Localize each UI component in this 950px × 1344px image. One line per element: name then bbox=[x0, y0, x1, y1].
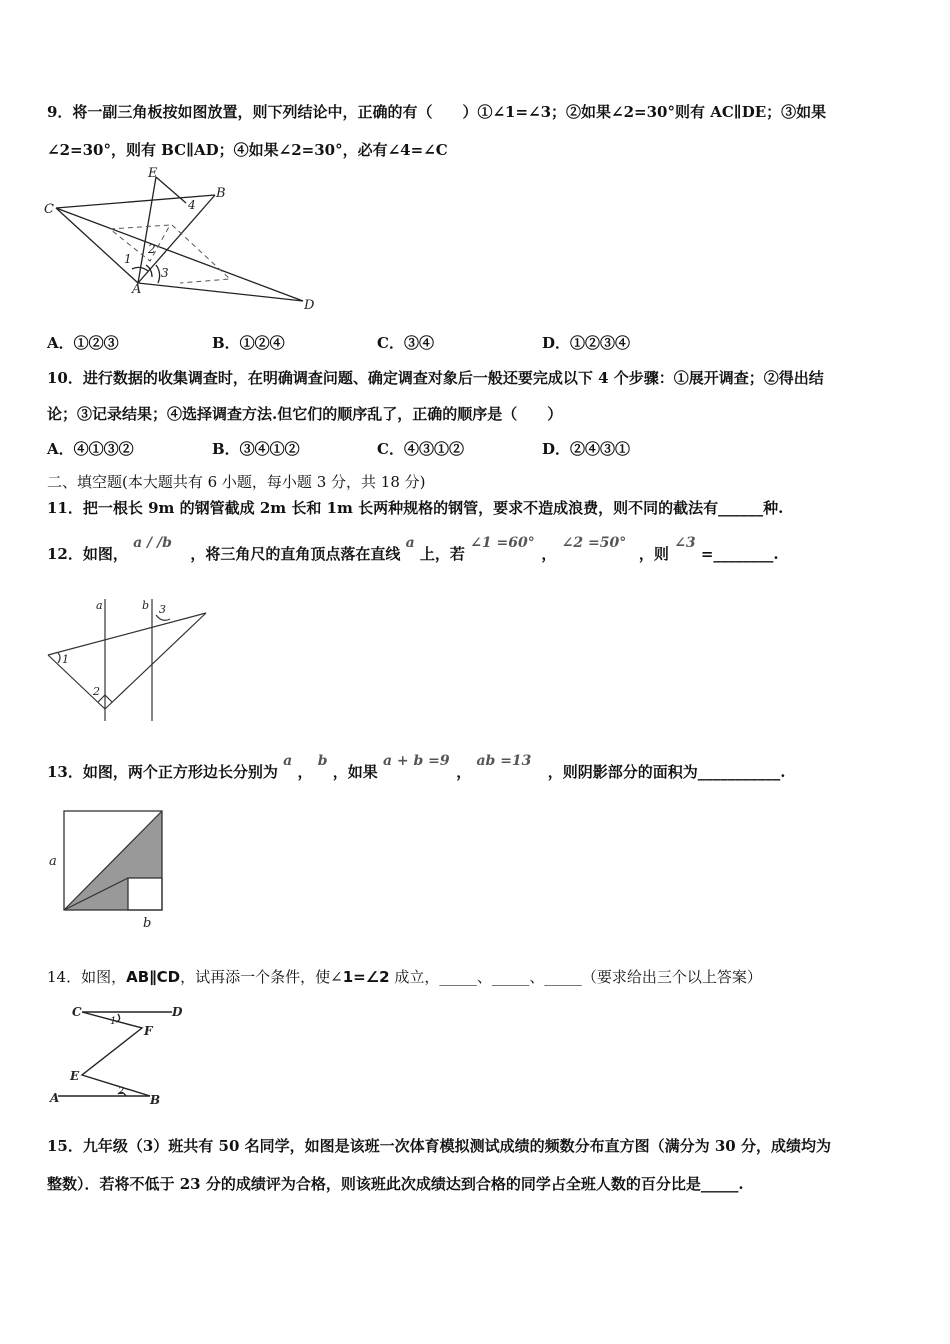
q10-option-a: A．④①③② bbox=[47, 440, 134, 458]
q13-math-product: ab =13 bbox=[476, 753, 532, 769]
q14-label-1: 1 bbox=[110, 1016, 117, 1027]
q12-label-a: a bbox=[96, 599, 103, 612]
q12-label-3: 3 bbox=[159, 603, 166, 616]
q12-label-1: 1 bbox=[62, 653, 69, 666]
q10-option-b: B．③④①② bbox=[212, 440, 300, 458]
q12-label-b: b bbox=[142, 599, 150, 612]
q9-label-C: C bbox=[44, 202, 54, 217]
q13-math-sum: a + b =9 bbox=[382, 753, 450, 769]
q9-option-a: A．①②③ bbox=[47, 334, 119, 352]
q14-label-F: F bbox=[144, 1024, 153, 1038]
q9-option-b: B．①②④ bbox=[212, 334, 285, 352]
q9-label-3: 3 bbox=[161, 266, 169, 280]
q12-math-a: a bbox=[405, 535, 415, 551]
q10-option-c: C．④③①② bbox=[377, 440, 464, 458]
q9-option-c: C．③④ bbox=[377, 334, 434, 352]
q10-option-d: D．②④③① bbox=[542, 440, 631, 458]
q14-label-B: B bbox=[150, 1093, 161, 1107]
q10-line2: 论；③记录结果；④选择调查方法.但它们的顺序乱了，正确的顺序是（ ） bbox=[47, 405, 563, 423]
q13-math-b: b bbox=[317, 753, 328, 769]
q14-label-C: C bbox=[72, 1005, 82, 1019]
q13-figure bbox=[44, 805, 174, 930]
q14-figure bbox=[46, 1000, 196, 1110]
q12-math-angle2: ∠2 =50° bbox=[561, 535, 627, 551]
q9-label-E: E bbox=[148, 166, 158, 181]
q9-line2: ∠2=30°，则有 BC∥AD；④如果∠2=30°，必有∠4=∠C bbox=[47, 141, 448, 159]
q9-option-d: D．①②③④ bbox=[542, 334, 631, 352]
q9-label-1: 1 bbox=[124, 252, 132, 266]
q13-label-b: b bbox=[143, 916, 152, 931]
q15-line1: 15．九年级（3）班共有 50 名同学，如图是该班一次体育模拟测试成绩的频数分布直方图（满分为 30 分，成绩均为 bbox=[47, 1137, 831, 1155]
q13-math-a: a bbox=[283, 753, 293, 769]
q13-text: 13．如图，两个正方形边长分别为 a ， b ，如果 a + b =9 ， ab =13 ，则阴影部分的面积为___________. bbox=[47, 753, 786, 781]
q12-math-angle3: ∠3 bbox=[674, 535, 696, 551]
q14-label-D: D bbox=[172, 1005, 183, 1019]
section-heading: 二、填空题(本大题共有 6 小题，每小题 3 分，共 18 分) bbox=[47, 473, 426, 491]
q12-text: 12．如图， a / /b ，将三角尺的直角顶点落在直线 a 上，若 ∠1 =60° ， ∠2 =50° ，则 ∠3 =________. bbox=[47, 535, 779, 563]
q12-math-parallel: a / /b bbox=[133, 535, 172, 551]
q15-line2: 整数）．若将不低于 23 分的成绩评为合格，则该班此次成绩达到合格的同学占全班人数的百分比是_____. bbox=[47, 1175, 744, 1193]
q9-label-A: A bbox=[132, 282, 142, 297]
q14-text: 14．如图，AB∥CD，试再添一个条件，使∠1=∠2 成立，_____、_____、_____（要求给出三个以上答案） bbox=[47, 968, 762, 986]
q14-label-A: A bbox=[50, 1091, 60, 1105]
q9-label-B: B bbox=[216, 186, 226, 201]
q9-line1: 9．将一副三角板按如图放置，则下列结论中，正确的有（ ）①∠1=∠3；②如果∠2=30°则有 AC∥DE；③如果 bbox=[47, 103, 827, 121]
q11-text: 11．把一根长 9m 的钢管截成 2m 长和 1m 长两种规格的钢管，要求不造成浪费，则不同的截法有______种. bbox=[47, 499, 784, 517]
q14-label-E: E bbox=[70, 1069, 80, 1083]
q12-figure bbox=[44, 595, 214, 725]
q9-label-4: 4 bbox=[188, 198, 196, 212]
q10-line1: 10．进行数据的收集调查时，在明确调查问题、确定调查对象后一般还要完成以下 4 个步骤：①展开调查；②得出结 bbox=[47, 369, 824, 387]
q9-label-2: 2 bbox=[148, 242, 156, 256]
q9-figure bbox=[40, 165, 330, 315]
q12-label-2: 2 bbox=[93, 685, 100, 698]
q12-math-angle1: ∠1 =60° bbox=[470, 535, 535, 551]
q14-label-2: 2 bbox=[118, 1086, 125, 1097]
q13-label-a: a bbox=[49, 854, 57, 869]
q9-label-D: D bbox=[304, 298, 315, 313]
